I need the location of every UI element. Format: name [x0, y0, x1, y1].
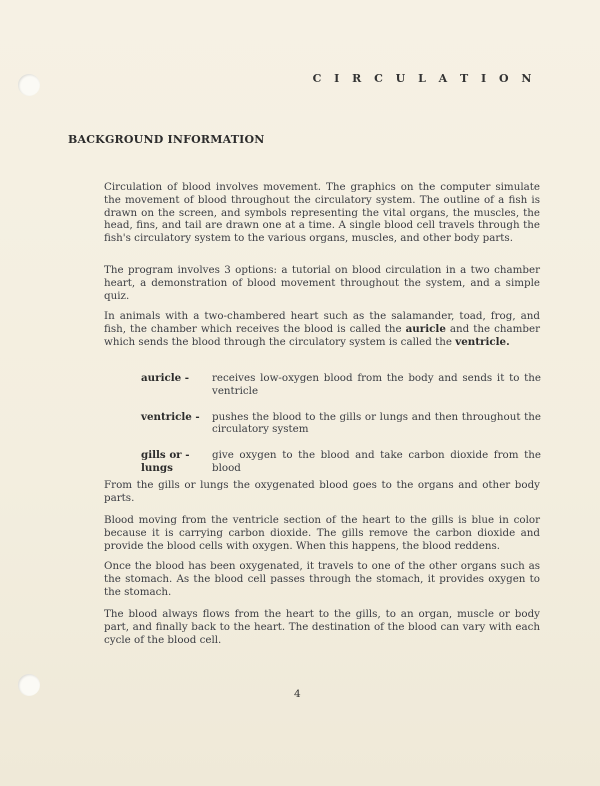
binder-hole-top: [18, 74, 40, 96]
paragraph-stomach: Once the blood has been oxygenated, it travels to one of the other organs such as the stomach. As the blood cell passes through the stomach, it provides oxygen to the stomach.: [104, 560, 540, 598]
definition-row: [141, 449, 541, 475]
definition-row: [141, 411, 541, 437]
definition-row: [141, 372, 541, 398]
paragraph-text: and the chamber which sends the blood through the circulatory system is called the: [104, 322, 540, 348]
binder-hole-bottom: [18, 674, 40, 696]
paragraph-oxygenated-blood: From the gills or lungs the oxygenated blood goes to the organs and other body parts.: [104, 479, 540, 504]
paragraph-intro: Circulation of blood involves movement. The graphics on the computer simulate the movement of blood throughout the circulatory system. The outline of a fish is drawn on the screen, and symbols representing the vital organs, the muscles, the head, fins, and tail are drawn one at a time. A single blood cell travels through the fish's circulatory system to the various organs, muscles, and other body parts.: [104, 181, 540, 245]
section-heading: BACKGROUND INFORMATION: [68, 133, 265, 146]
term-auricle-inline: auricle: [405, 322, 446, 335]
definition-text: give oxygen to the blood and take carbon dioxide from the blood: [212, 449, 541, 474]
paragraph-text: In animals with a two-chambered heart such as the salamander, toad, frog, and fish, the chamber which receives the blood is called the: [104, 310, 540, 335]
paragraph-program-options: The program involves 3 options: a tutorial on blood circulation in a two chamber heart, a demonstration of blood movement throughout the system, and a simple quiz.: [104, 264, 540, 302]
definition-term: auricle -: [141, 372, 190, 384]
paragraph-blood-flow-cycle: The blood always flows from the heart to the gills, to an organ, muscle or body part, and finally back to the heart. The destination of the blood can vary with each cycle of the blood cell.: [104, 608, 540, 646]
term-ventricle-inline: ventricle.: [455, 335, 510, 348]
definition-list: [141, 372, 541, 488]
running-header: C I R C U L A T I O N: [312, 72, 536, 85]
page-number: 4: [294, 688, 301, 700]
paragraph-blood-color: Blood moving from the ventricle section of the heart to the gills is blue in color because it is carrying carbon dioxide. The gills remove the carbon dioxide and provide the blood cells with oxygen. When this happens, the blood reddens.: [104, 514, 540, 552]
definition-text: pushes the blood to the gills or lungs and then throughout the circulatory system: [212, 410, 541, 436]
paragraph-two-chamber-heart: [104, 310, 540, 348]
definition-term: ventricle -: [141, 410, 200, 423]
definition-text: receives low-oxygen blood from the body and sends it to the ventricle: [212, 372, 541, 397]
definition-term: gills or - lungs: [141, 449, 190, 474]
